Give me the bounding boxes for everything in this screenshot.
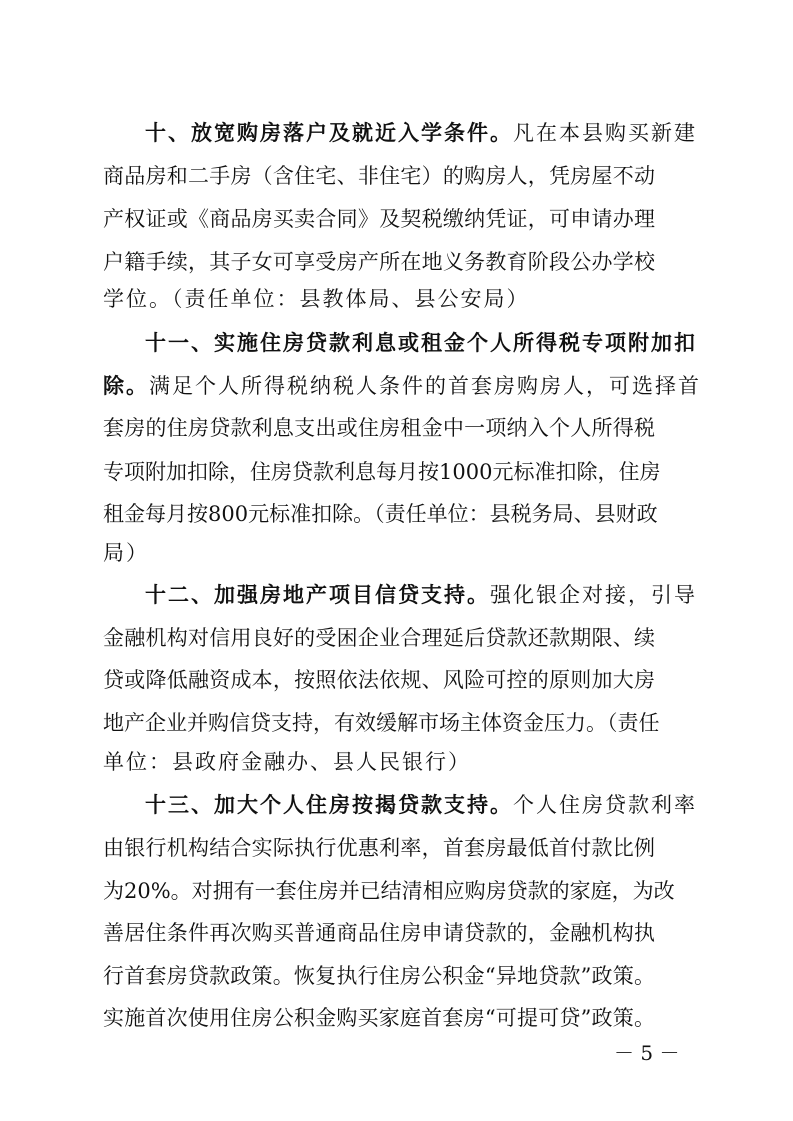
section-10-line-3: 产权证或《商品房买卖合同》及契税缴纳凭证，可申请办理 (103, 207, 655, 231)
section-10-line-1: 十、放宽购房落户及就近入学条件。凡在本县购买新建 (145, 120, 697, 145)
section-12-line-2: 金融机构对信用良好的受困企业合理延后贷款还款期限、续 (103, 626, 655, 650)
section-11-line-3: 套房的住房贷款利息支出或住房租金中一项纳入个人所得税 (103, 416, 655, 440)
section-11-line-6: 局） (103, 541, 149, 565)
section-12-line-4: 地产企业并购信贷支持，有效缓解市场主体资金压力。（责任 (103, 711, 660, 735)
section-12-line-3: 贷或降低融资成本，按照依法依规、风险可控的原则加大房 (103, 668, 655, 692)
section-10-line-5: 学位。（责任单位：县教体局、县公安局） (103, 287, 530, 311)
section-12-heading: 十二、加强房地产项目信贷支持。 (145, 582, 490, 607)
section-10-line-2: 商品房和二手房（含住宅、非住宅）的购房人，凭房屋不动 (103, 164, 655, 188)
section-13-line-1: 十三、加大个人住房按揭贷款支持。个人住房贷款利率 (145, 792, 697, 817)
section-10-heading: 十、放宽购房落户及就近入学条件。 (145, 120, 513, 145)
section-13-line-6: 实施首次使用住房公积金购买家庭首套房“可提可贷”政策。 (103, 1006, 655, 1030)
section-13-line-4: 善居住条件再次购买普通商品住房申请贷款的，金融机构执 (103, 921, 655, 945)
section-12-line-5: 单位：县政府金融办、县人民银行） (103, 750, 471, 774)
section-13-line-3: 为20%。对拥有一套住房并已结清相应购房贷款的家庭，为改 (103, 879, 675, 903)
section-11-line-2: 除。满足个人所得税纳税人条件的首套房购房人，可选择首 (103, 373, 701, 398)
section-13-line-2: 由银行机构结合实际执行优惠利率，首套房最低首付款比例 (103, 836, 655, 860)
section-11-heading-end: 除。 (103, 373, 149, 398)
section-10-line-4: 户籍手续，其子女可享受房产所在地义务教育阶段公办学校 (103, 250, 655, 274)
section-13-line-5: 行首套房贷款政策。恢复执行住房公积金“异地贷款”政策。 (103, 964, 655, 988)
section-11-line-4: 专项附加扣除，住房贷款利息每月按1000元标准扣除，住房 (103, 460, 661, 484)
section-12-line-1: 十二、加强房地产项目信贷支持。强化银企对接，引导 (145, 582, 697, 607)
section-11-line-5: 租金每月按800元标准扣除。（责任单位：县税务局、县财政 (103, 502, 658, 526)
page-number: － 5 － (614, 1041, 680, 1065)
section-11-heading: 十一、实施住房贷款利息或租金个人所得税专项附加扣 (145, 330, 697, 355)
section-13-heading: 十三、加大个人住房按揭贷款支持。 (145, 792, 513, 817)
